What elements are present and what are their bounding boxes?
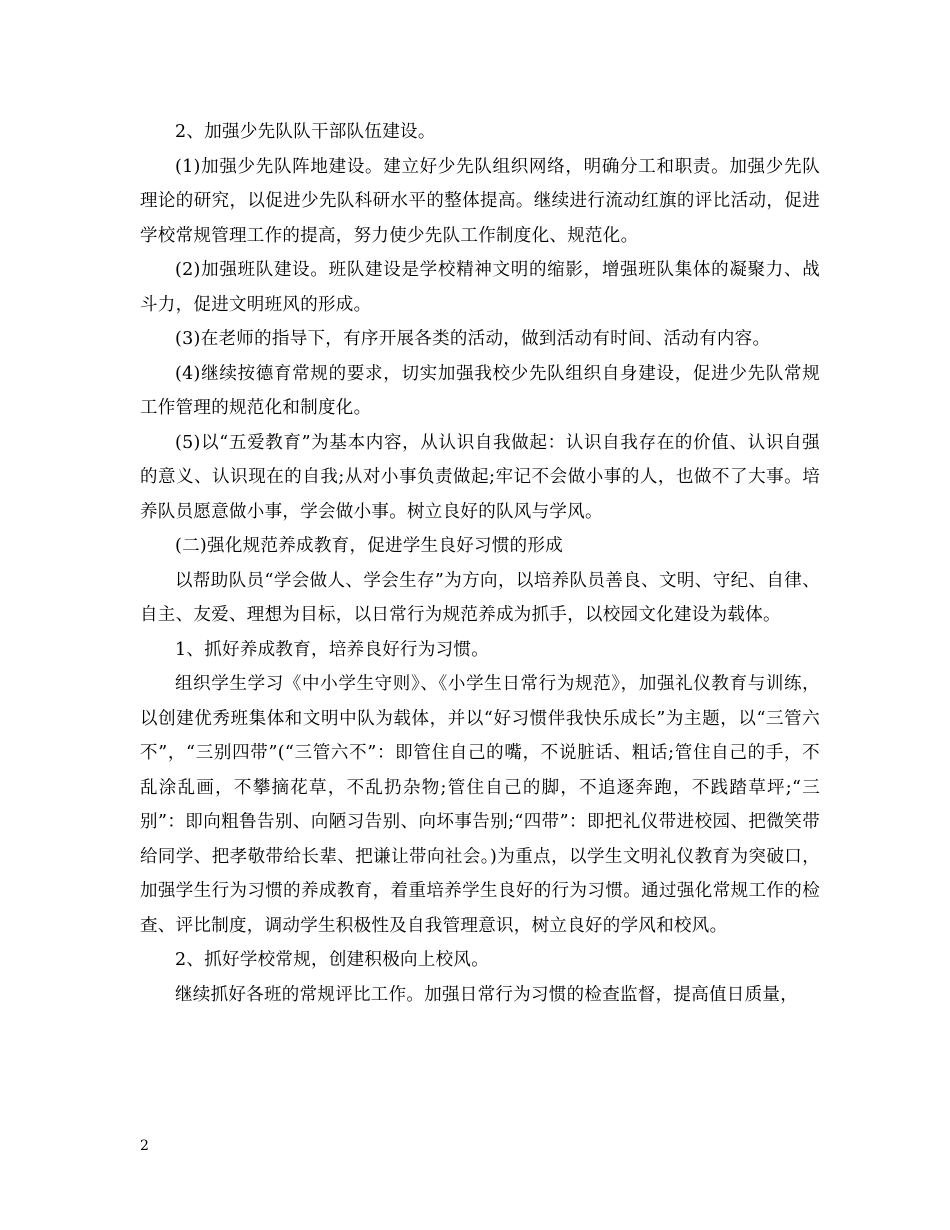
paragraph-heading-school-routine: 2、抓好学校常规，创建积极向上校风。: [175, 950, 490, 970]
paragraph-heading-habit-education: 1、抓好养成教育，培养良好行为习惯。: [175, 639, 490, 660]
paragraph-heading-team-cadres: 2、加强少先队队干部队伍建设。: [175, 122, 436, 142]
section-heading-habits: (二)强化规范养成教育，促进学生良好习惯的形成: [175, 536, 564, 556]
paragraph-item-1: (1)加强少先队阵地建设。建立好少先队组织网络，明确分工和职责。加强少先队理论的研究，以促进少先队科研水平的整体提高。继续进行流动红旗的评比活动，促进学校常规管理工作的提高，努力使少先队工作制度化、规范化。: [140, 156, 820, 246]
document-body: [140, 115, 820, 1012]
paragraph-item-5: (5)以“五爱教育”为基本内容，从认识自我做起：认识自我存在的价值、认识自强的意义、认识现在的自我;从对小事负责做起;牢记不会做小事的人，也做不了大事。培养队员愿意做小事，学会做小事。树立良好的队风与学风。: [140, 432, 820, 522]
paragraph-school-routine-body: 继续抓好各班的常规评比工作。加强日常行为习惯的检查监督，提高值日质量，: [175, 984, 798, 1005]
paragraph-item-2: (2)加强班队建设。班队建设是学校精神文明的缩影，增强班队集体的凝聚力、战斗力，促进文明班风的形成。: [140, 260, 820, 315]
page-number: 2: [140, 1138, 149, 1154]
paragraph-habit-education-body: 组织学生学习《中小学生守则》、《小学生日常行为规范》，加强礼仪教育与训练，以创建优秀班集体和文明中队为载体，并以“好习惯伴我快乐成长”为主题，以“三管六不”，“三别四带”(“三管六不”：即管住自己的嘴，不说脏话、粗话;管住自己的手，不乱涂乱画，不攀摘花草，不乱扔杂物;管住自己的脚，不追逐奔跑，不践踏草坪;“三别”：即向粗鲁告别、向陋习告别、向坏事告别;“四带”：即把礼仪带进校园、把微笑带给同学、把孝敬带给长辈、把谦让带向社会。)为重点，以学生文明礼仪教育为突破口，加强学生行为习惯的养成教育，着重培养学生良好的行为习惯。通过强化常规工作的检查、评比制度，调动学生积极性及自我管理意识，树立良好的学风和校风。: [140, 674, 820, 936]
paragraph-habits-intro: 以帮助队员“学会做人、学会生存”为方向，以培养队员善良、文明、守纪、自律、自主、友爱、理想为目标，以日常行为规范养成为抓手，以校园文化建设为载体。: [140, 570, 820, 625]
paragraph-item-4: (4)继续按德育常规的要求，切实加强我校少先队组织自身建设，促进少先队常规工作管理的规范化和制度化。: [140, 363, 820, 418]
paragraph-item-3: (3)在老师的指导下，有序开展各类的活动，做到活动有时间、活动有内容。: [175, 329, 771, 349]
